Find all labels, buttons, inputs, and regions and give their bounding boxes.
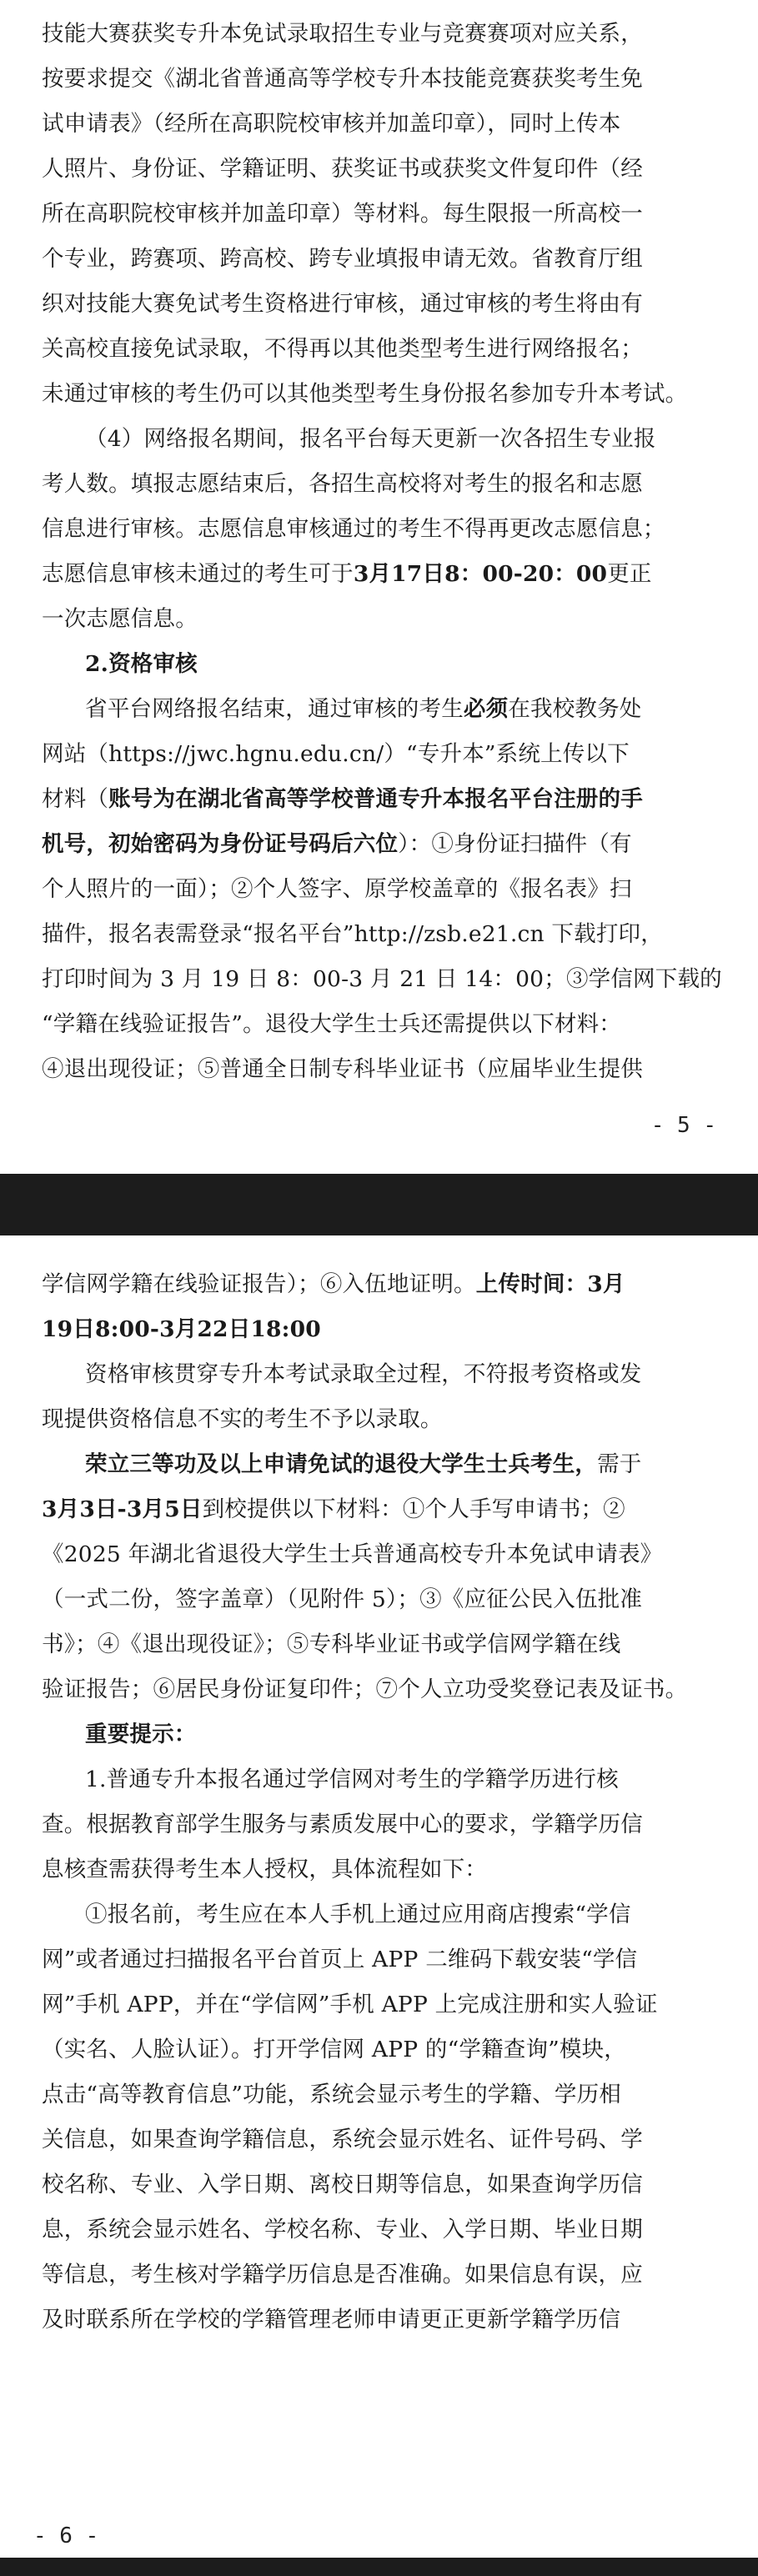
important-notice-heading: 重要提示： [85, 1722, 197, 1747]
text-line: （实名、人脸认证）。打开学信网 APP 的“学籍查询”模块， [42, 2037, 626, 2062]
text-line: （4）网络报名期间，报名平台每天更新一次各招生专业报 [85, 426, 656, 452]
text-line: 技能大赛获奖专升本免试录取招生专业与竞赛赛项对应关系， [42, 21, 643, 47]
text-line [42, 552, 723, 597]
text-line: 校名称、专业、入学日期、离校日期等信息，如果查询学历信 [42, 2172, 643, 2198]
bold-emphasis: 必须 [463, 696, 509, 722]
page-number: - 5 - [650, 1113, 716, 1138]
text-line: 验证报告；⑥居民身份证复印件；⑦个人立功受奖登记表及证书。 [42, 1676, 688, 1702]
text-line [42, 822, 723, 867]
text-line: 个人照片的一面）；②个人签字、原学校盖章的《报名表》扫 [42, 876, 632, 902]
text-line: 所在高职院校审核并加盖印章）等材料。每生限报一所高校一 [42, 201, 643, 227]
text-line: ①报名前，考生应在本人手机上通过应用商店搜索“学信 [85, 1902, 631, 1927]
text-line: 未通过审核的考生仍可以其他类型考生身份报名参加专升本考试。 [42, 381, 688, 407]
text-run: 省平台网络报名结束，通过审核的考生 [85, 696, 464, 722]
text-line: 资格审核贯穿专升本考试录取全过程，不符报考资格或发 [85, 1361, 642, 1387]
text-line: 织对技能大赛免试考生资格进行审核，通过审核的考生将由有 [42, 291, 643, 317]
text-run: 在我校教务处 [508, 696, 642, 722]
text-line: 信息进行审核。志愿信息审核通过的考生不得再更改志愿信息； [42, 516, 665, 542]
text-line: 考人数。填报志愿结束后，各招生高校将对考生的报名和志愿 [42, 471, 643, 497]
text-line [42, 1442, 723, 1487]
page-6-body [42, 1262, 723, 2343]
text-line: 1.普通专升本报名通过学信网对考生的学籍学历进行核 [85, 1767, 619, 1792]
text-line: 及时联系所在学校的学籍管理老师申请更正更新学籍学历信 [42, 2307, 621, 2333]
text-line: 关高校直接免试录取，不得再以其他类型考生进行网络报名； [42, 336, 643, 362]
page-5-body [42, 12, 723, 1092]
text-run: 需于 [597, 1451, 642, 1477]
text-line: 网”或者通过扫描报名平台首页上 APP 二维码下载安装“学信 [42, 1947, 638, 1972]
text-line: 描件，报名表需登录“报名平台”http://zsb.e21.cn 下载打印， [42, 921, 663, 947]
text-run: 到校提供以下材料：①个人手写申请书；② [202, 1496, 625, 1522]
text-run: 学信网学籍在线验证报告）；⑥入伍地证明。 [42, 1271, 476, 1297]
page-number: - 6 - [33, 2523, 99, 2548]
text-line [42, 1487, 723, 1532]
text-line: “学籍在线验证报告”。退役大学生士兵还需提供以下材料： [42, 1011, 621, 1037]
text-line: 《2025 年湖北省退役大学生士兵普通高校专升本免试申请表》 [42, 1541, 663, 1567]
text-run: 材料（ [42, 786, 109, 812]
page-separator [0, 2558, 758, 2576]
text-line: 等信息，考生核对学籍学历信息是否准确。如果信息有误，应 [42, 2262, 643, 2288]
text-line: 现提供资格信息不实的考生不予以录取。 [42, 1406, 443, 1432]
text-line: 查。根据教育部学生服务与素质发展中心的要求，学籍学历信 [42, 1812, 643, 1837]
bold-account-note: 账号为在湖北省高等学校普通专升本报名平台注册的手 [108, 786, 643, 812]
text-line: 试申请表》（经所在高职院校审核并加盖印章），同时上传本 [42, 111, 621, 137]
page-separator [0, 1174, 758, 1235]
text-line: 按要求提交《湖北省普通高等学校专升本技能竞赛获奖考生免 [42, 66, 643, 92]
text-line [42, 777, 723, 822]
bold-upload-time-line: 19日8:00-3月22日18:00 [42, 1316, 321, 1342]
text-line: 网”手机 APP，并在“学信网”手机 APP 上完成注册和实人验证 [42, 1992, 658, 2017]
text-run: ）：①身份证扫描件（有 [398, 831, 632, 857]
text-line: 个专业，跨赛项、跨高校、跨专业填报申请无效。省教育厅组 [42, 246, 643, 272]
bold-account-note: 机号，初始密码为身份证号码后六位 [42, 831, 399, 857]
text-line: 息核查需获得考生本人授权，具体流程如下： [42, 1857, 487, 1882]
text-run: 更正 [607, 561, 652, 587]
document-page-6 [0, 1235, 758, 2558]
text-line: 息，系统会显示姓名、学校名称、专业、入学日期、毕业日期 [42, 2217, 643, 2243]
bold-veteran-heading: 荣立三等功及以上申请免试的退役大学生士兵考生， [85, 1451, 598, 1477]
text-line: 一次志愿信息。 [42, 606, 198, 632]
text-line: 书》；④《退出现役证》；⑤专科毕业证书或学信网学籍在线 [42, 1631, 621, 1657]
bold-date-range: 3月3日-3月5日 [42, 1496, 203, 1522]
bold-date-range: 3月17日8：00-20：00 [353, 561, 608, 587]
text-line: 点击“高等教育信息”功能，系统会显示考生的学籍、学历相 [42, 2082, 621, 2107]
text-run: 志愿信息审核未通过的考生可于 [42, 561, 354, 587]
section-heading: 2.资格审核 [85, 651, 198, 677]
text-line: 打印时间为 3 月 19 日 8：00-3 月 21 日 14：00；③学信网下载的 [42, 966, 722, 992]
text-line [42, 1262, 723, 1307]
text-line: 关信息，如果查询学籍信息，系统会显示姓名、证件号码、学 [42, 2127, 643, 2153]
text-line [42, 687, 723, 732]
document-page-5 [0, 0, 758, 1174]
text-line: 人照片、身份证、学籍证明、获奖证书或获奖文件复印件（经 [42, 156, 643, 182]
bold-upload-time: 上传时间：3月 [475, 1271, 625, 1297]
text-line: 网站（https://jwc.hgnu.edu.cn/）“专升本”系统上传以下 [42, 741, 630, 767]
text-line: ④退出现役证；⑤普通全日制专科毕业证书（应届毕业生提供 [42, 1056, 643, 1082]
text-line: （一式二份，签字盖章）（见附件 5）；③《应征公民入伍批准 [42, 1586, 643, 1612]
